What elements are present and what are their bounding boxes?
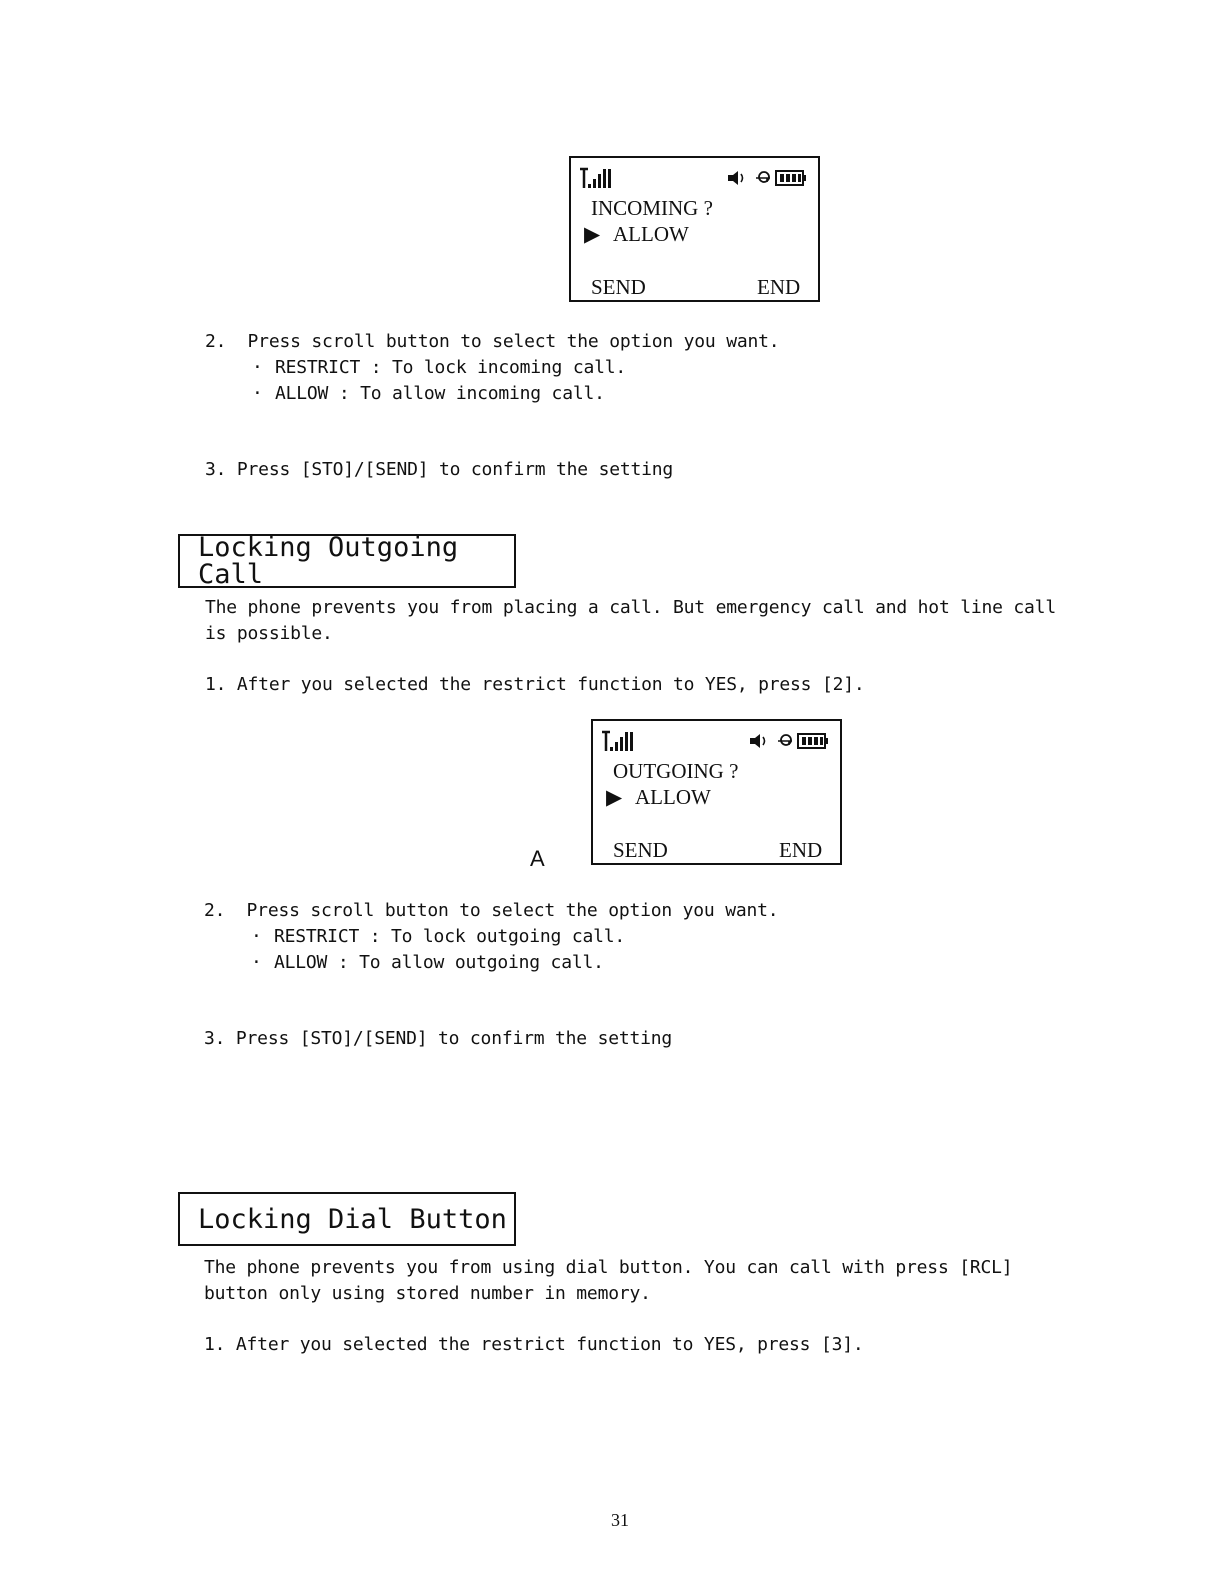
battery-icon [776,171,806,185]
bullet-icon: · [252,383,263,404]
section-heading-outgoing [178,534,516,588]
outgoing-allow-option: ALLOW : To allow outgoing call. [274,952,604,973]
bullet-icon: · [251,952,262,973]
softkey-end-label: END [757,275,801,299]
signal-strength-icon [601,730,639,752]
incoming-step-2: 2. Press scroll button to select the option you want. [205,331,780,352]
outgoing-step-1: 1. After you selected the restrict function to YES, press [2]. [205,674,865,695]
status-icons [726,170,808,186]
selection-arrow-icon: ▶ [606,785,623,809]
softkey-send-label: SEND [613,838,668,862]
outgoing-restrict-option: RESTRICT : To lock outgoing call. [274,926,626,947]
lcd-option: ALLOW [635,785,711,809]
softkey-send-label: SEND [591,275,646,299]
key-icon [756,172,770,182]
lcd-screen-outgoing [591,719,842,865]
lcd-screen-incoming [569,156,820,302]
section-heading-dial [178,1192,516,1246]
status-icons [748,733,830,749]
battery-icon [798,734,828,748]
outgoing-step-2: 2. Press scroll button to select the option you want. [204,900,779,921]
incoming-step-3: 3. Press [STO]/[SEND] to confirm the setting [205,459,674,480]
selection-arrow-icon: ▶ [584,222,601,246]
signal-strength-icon [579,167,617,189]
softkey-end-label: END [779,838,823,862]
incoming-restrict-option: RESTRICT : To lock incoming call. [275,357,627,378]
speaker-icon [750,734,765,748]
section-heading-text: Locking Outgoing Call [198,532,459,590]
lcd-option: ALLOW [613,222,689,246]
page-number: 31 [611,1510,629,1530]
stray-letter: A [530,846,545,871]
speaker-icon [728,171,743,185]
key-icon [778,735,792,745]
dial-step-1: 1. After you selected the restrict function to YES, press [3]. [204,1334,864,1355]
lcd-title: OUTGOING ? [613,759,739,783]
dial-intro: The phone prevents you from using dial button. You can call with press [RCL] button only using stored number in memory. [204,1257,1013,1304]
section-heading-text: Locking Dial Button [198,1203,507,1235]
bullet-icon: · [251,926,262,947]
incoming-allow-option: ALLOW : To allow incoming call. [275,383,605,404]
outgoing-step-3: 3. Press [STO]/[SEND] to confirm the setting [204,1028,673,1049]
lcd-title: INCOMING ? [591,196,713,220]
bullet-icon: · [252,357,263,378]
outgoing-intro: The phone prevents you from placing a call. But emergency call and hot line call is possible. [205,597,1056,644]
